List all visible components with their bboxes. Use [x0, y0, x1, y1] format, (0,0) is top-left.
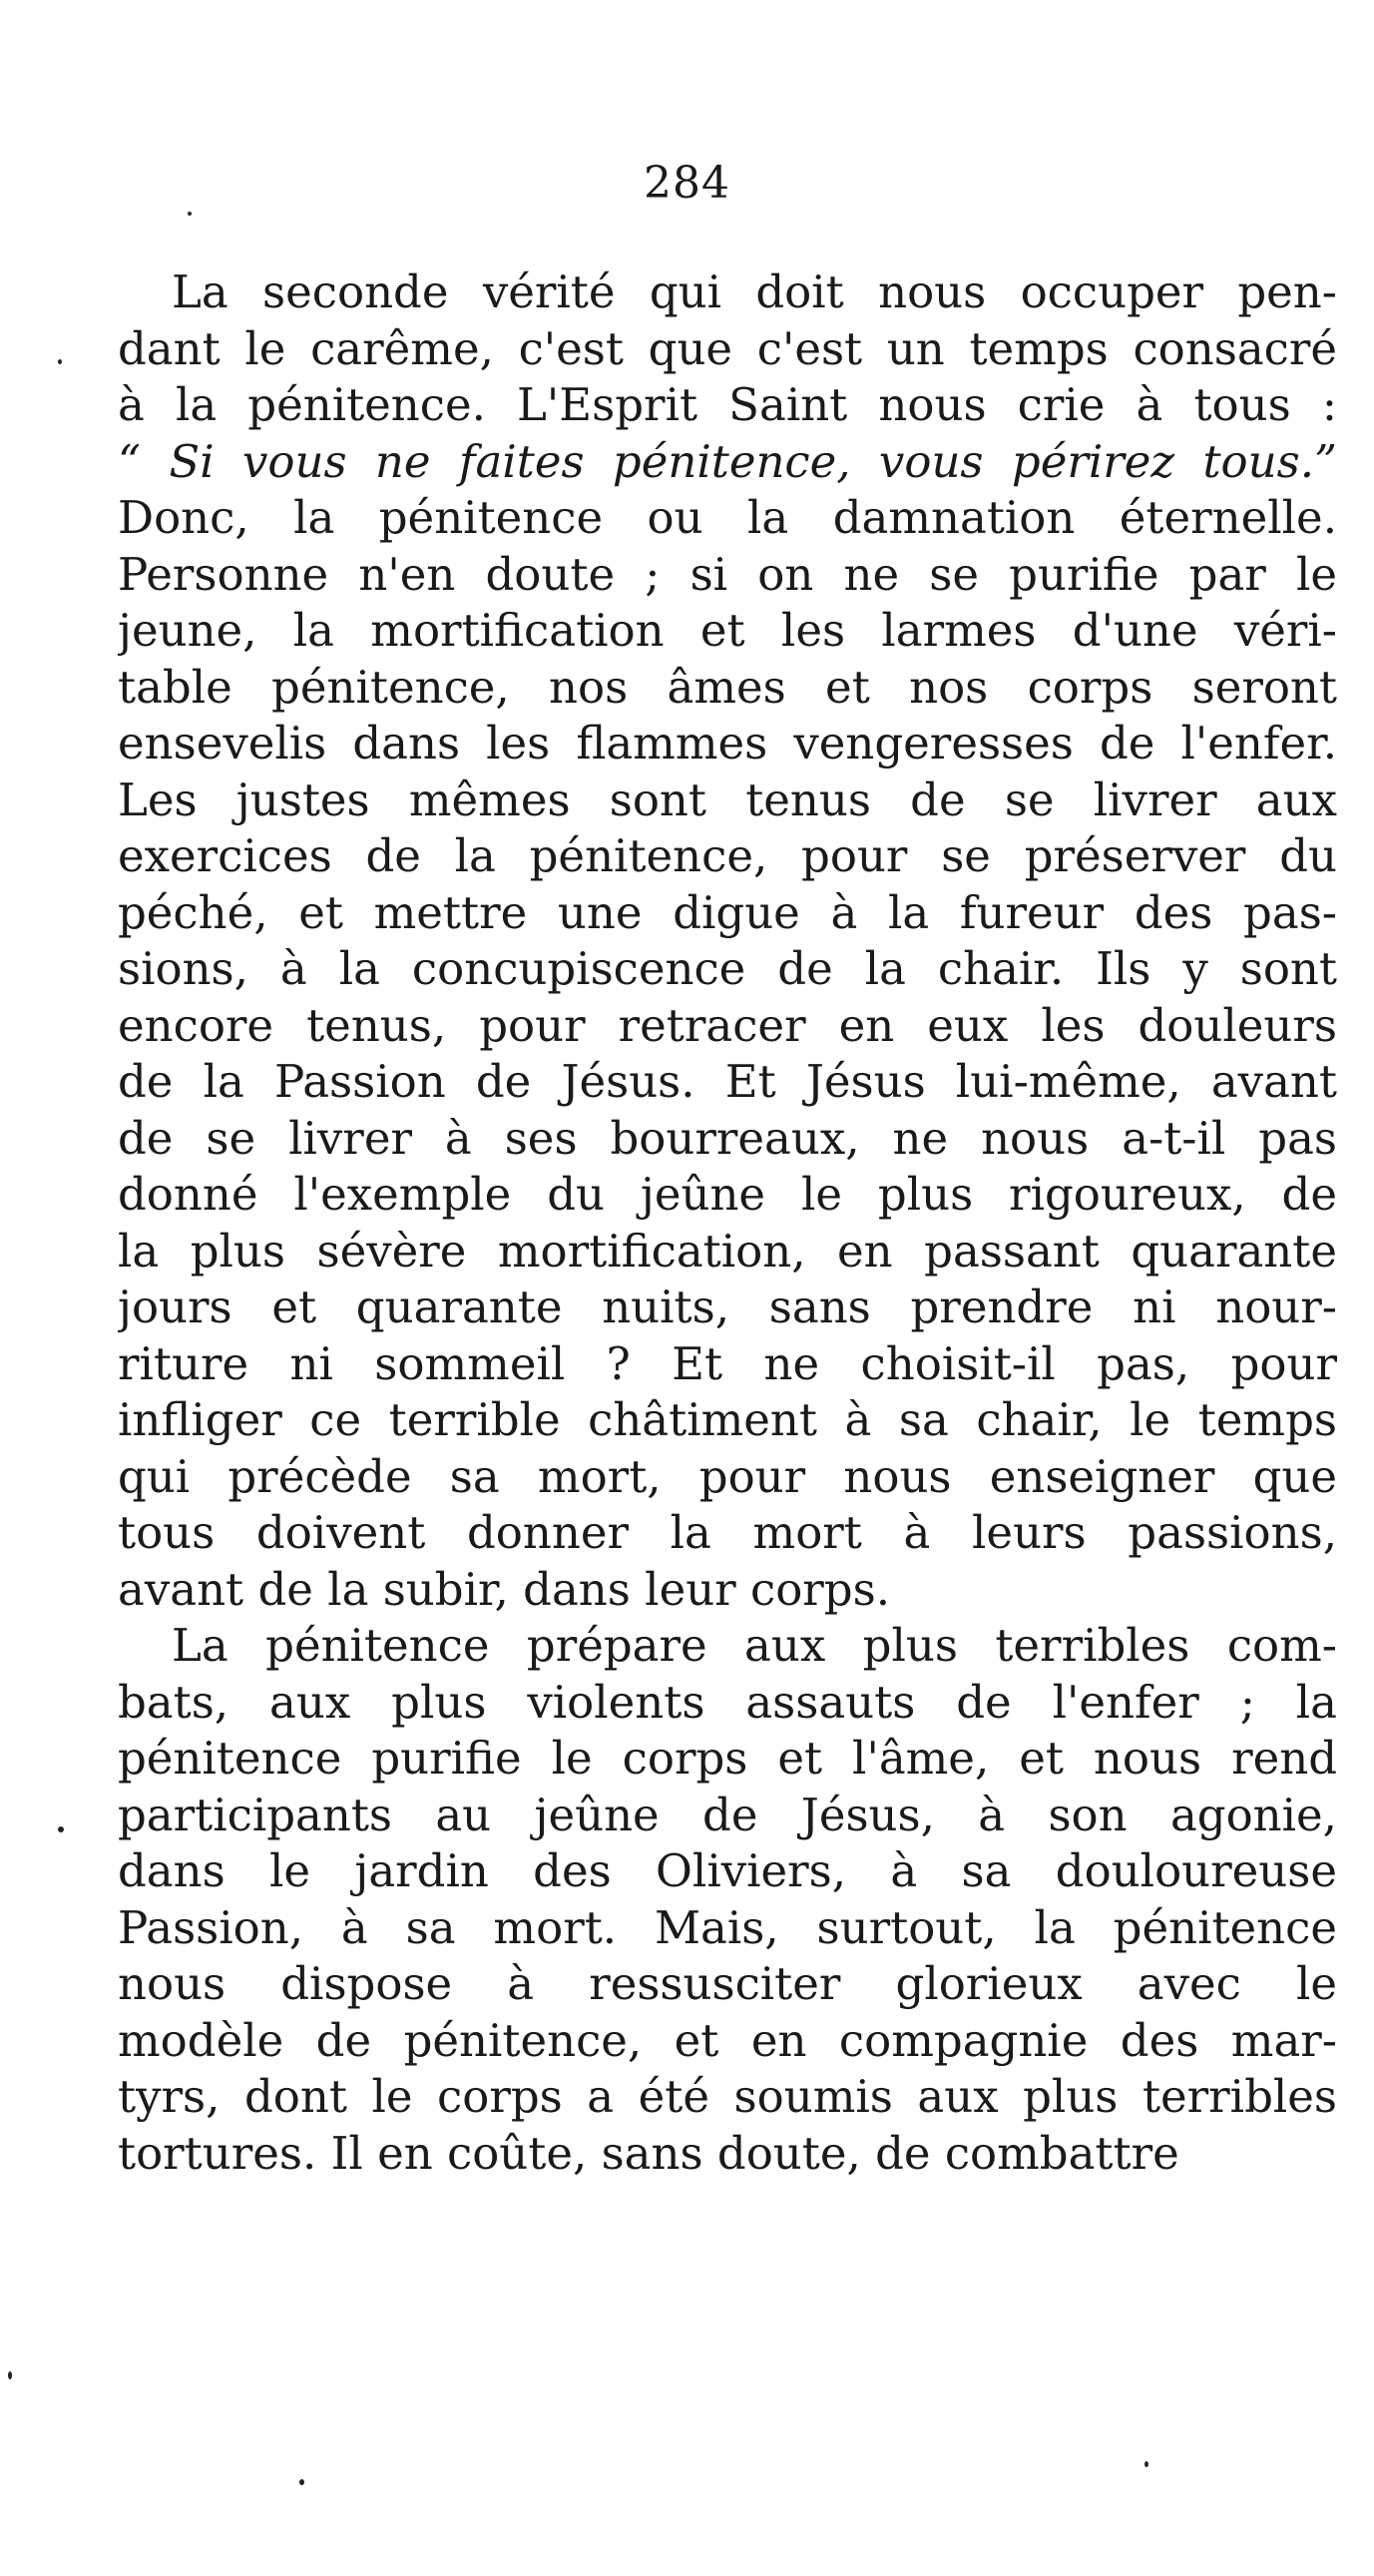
text-line: tyrs, dont le corps a été soumis aux plus terribles: [118, 2070, 1337, 2123]
scan-speck: [58, 1826, 64, 1832]
text-line: ensevelis dans les flammes vengeresses de l'enfer.: [118, 717, 1337, 770]
paragraph-2: [118, 1618, 1337, 2182]
text-line: de se livrer à ses bourreaux, ne nous a-t-il pas: [118, 1111, 1337, 1165]
text-line: modèle de pénitence, et en compagnie des mar-: [118, 2013, 1337, 2067]
text-line: exercices de la pénitence, pour se préserver du: [118, 829, 1337, 882]
scan-speck: [58, 359, 62, 364]
text-line: table pénitence, nos âmes et nos corps seront: [118, 660, 1337, 714]
text-line: tortures. Il en coûte, sans doute, de combattre: [118, 2126, 1179, 2180]
text-line: Personne n'en doute ; si on ne se purifie par le: [118, 547, 1337, 601]
quote-line: “ Si vous ne faites pénitence, vous périrez tous.”: [118, 434, 1337, 488]
scan-speck: [1145, 2461, 1148, 2467]
text-line: riture ni sommeil ? Et ne choisit-il pas, pour: [118, 1336, 1337, 1390]
text-line: nous dispose à ressusciter glorieux avec le: [118, 1957, 1337, 2010]
text-line: La pénitence prépare aux plus terribles com-: [172, 1619, 1337, 1672]
text-line: dans le jardin des Oliviers, à sa douloureuse: [118, 1844, 1337, 1897]
page-number: 284: [644, 158, 730, 209]
text-line: pénitence purifie le corps et l'âme, et nous rend: [118, 1732, 1337, 1785]
text-line: bats, aux plus violents assauts de l'enfer ; la: [118, 1675, 1337, 1729]
scan-speck: [8, 2371, 12, 2379]
paragraph-1: [118, 264, 1337, 1618]
text-line: participants au jeûne de Jésus, à son agonie,: [118, 1788, 1337, 1841]
text-line: qui précède sa mort, pour nous enseigner que: [118, 1449, 1337, 1503]
text-line: tous doivent donner la mort à leurs passions,: [118, 1506, 1337, 1559]
body-text: [118, 264, 1337, 2182]
text-line: à la pénitence. L'Esprit Saint nous crie à tous :: [118, 378, 1337, 431]
text-line: de la Passion de Jésus. Et Jésus lui-même, avant: [118, 1055, 1337, 1108]
text-line: jours et quarante nuits, sans prendre ni nour-: [118, 1281, 1337, 1333]
text-line: infliger ce terrible châtiment à sa chair, le temps: [118, 1393, 1337, 1446]
text-line: sions, à la concupiscence de la chair. Ils y sont: [118, 942, 1337, 995]
text-line: Les justes mêmes sont tenus de se livrer aux: [118, 773, 1337, 826]
scan-speck: [188, 212, 192, 216]
text-line: dant le carême, c'est que c'est un temps consacré: [118, 321, 1337, 375]
scan-speck: [299, 2479, 304, 2485]
text-line: jeune, la mortification et les larmes d'une véri-: [118, 604, 1337, 657]
text-line: La seconde vérité qui doit nous occuper pen-: [172, 265, 1337, 318]
text-line: péché, et mettre une digue à la fureur des pas-: [118, 885, 1337, 939]
text-line: donné l'exemple du jeûne le plus rigoureux, de: [118, 1168, 1337, 1221]
text-line: avant de la subir, dans leur corps.: [118, 1562, 891, 1616]
text-line: Donc, la pénitence ou la damnation éternelle.: [118, 491, 1337, 544]
text-line: encore tenus, pour retracer en eux les douleurs: [118, 998, 1337, 1052]
text-line: Passion, à sa mort. Mais, surtout, la pénitence: [118, 1900, 1337, 1954]
text-line: la plus sévère mortification, en passant quarante: [118, 1224, 1337, 1278]
